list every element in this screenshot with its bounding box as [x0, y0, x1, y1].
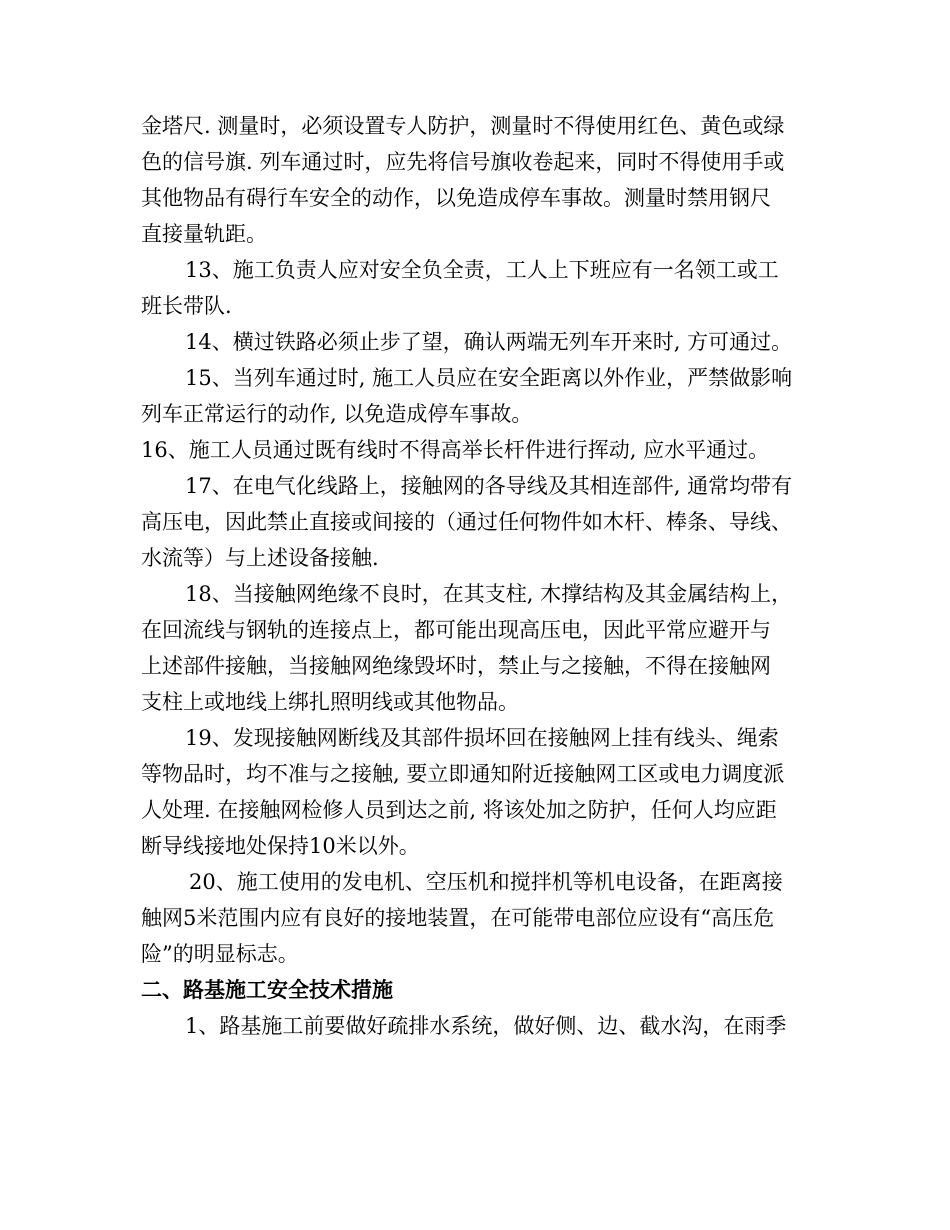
- text-line-17: 支柱上或地线上绑扎照明线或其他物品。: [141, 690, 519, 714]
- text-line-24: 险”的明显标志。: [141, 942, 299, 966]
- text-line-15: 在回流线与钢轨的连接点上，都可能出现高压电，因此平常应避开与: [141, 618, 771, 642]
- text-line-21: 断导线接地处保持10米以外。: [141, 834, 420, 858]
- text-line-7: 14、横过铁路必须止步了望，确认两端无列车开来时, 方可通过。: [185, 330, 793, 354]
- text-line-4: 直接量轨距。: [141, 222, 267, 246]
- section-heading: 二、路基施工安全技术措施: [141, 977, 393, 1002]
- text-line-6: 班长带队.: [141, 294, 232, 318]
- text-line-10: 16、施工人员通过既有线时不得高举长杆件进行挥动, 应水平通过。: [141, 438, 770, 462]
- document-page: [141, 108, 813, 1044]
- text-line-22: 20、施工使用的发电机、空压机和搅拌机等机电设备，在距离接: [189, 870, 783, 894]
- text-line-13: 水流等）与上述设备接触.: [141, 546, 379, 570]
- text-line-20: 人处理. 在接触网检修人员到达之前, 将该处加之防护，任何人均应距: [141, 798, 777, 822]
- text-line-12: 高压电，因此禁止直接或间接的（通过任何物件如木杆、棒条、导线、: [141, 510, 792, 534]
- text-line-9: 列车正常运行的动作, 以免造成停车事故。: [141, 402, 533, 426]
- text-line-16: 上述部件接触，当接触网绝缘毁坏时，禁止与之接触，不得在接触网: [141, 654, 771, 678]
- text-line-11: 17、在电气化线路上，接触网的各导线及其相连部件, 通常均带有: [185, 474, 793, 498]
- text-line-14: 18、当接触网绝缘不良时，在其支柱, 木撑结构及其金属结构上，: [185, 582, 793, 606]
- text-line-18: 19、发现接触网断线及其部件损坏回在接触网上挂有线头、绳索: [185, 726, 779, 750]
- text-line-8: 15、当列车通过时, 施工人员应在安全距离以外作业，严禁做影响: [185, 366, 793, 390]
- text-line-1: 金塔尺. 测量时，必须设置专人防护，测量时不得使用红色、黄色或绿: [141, 114, 785, 138]
- text-line-26: 1、路基施工前要做好疏排水系统，做好侧、边、截水沟，在雨季: [185, 1014, 787, 1038]
- text-line-19: 等物品时，均不准与之接触, 要立即通知附近接触网工区或电力调度派: [141, 762, 785, 786]
- text-line-23: 触网5米范围内应有良好的接地装置，在可能带电部位应设有“高压危: [141, 906, 775, 930]
- text-line-2: 色的信号旗. 列车通过时，应先将信号旗收卷起来，同时不得使用手或: [141, 150, 785, 174]
- text-line-5: 13、施工负责人应对安全负全责，工人上下班应有一名领工或工: [185, 258, 779, 282]
- text-line-3: 其他物品有碍行车安全的动作，以免造成停车事故。测量时禁用钢尺: [141, 186, 771, 210]
